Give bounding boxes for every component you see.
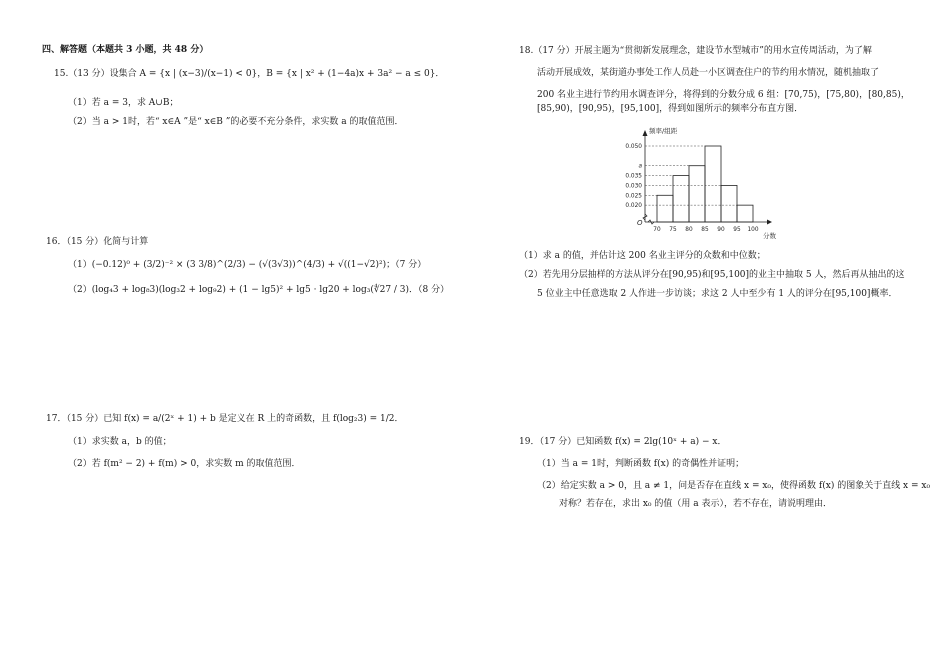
q18-line2: 活动开展成效，某街道办事处工作人员赴一小区调查住户的节约用水情况，随机抽取了 bbox=[537, 68, 880, 78]
q19-part1: （1）当 a = 1时，判断函数 f(x) 的奇偶性并证明； bbox=[537, 459, 745, 469]
histogram-bar bbox=[657, 195, 673, 222]
q17-part2: （2）若 f(m² − 2) + f(m) > 0，求实数 m 的取值范围． bbox=[68, 459, 301, 469]
x-axis-label: 分数 bbox=[763, 232, 776, 240]
histogram-bar bbox=[673, 176, 689, 222]
y-tick-label: a bbox=[638, 163, 642, 170]
x-tick-label: 100 bbox=[747, 227, 759, 233]
y-tick-label: 0.025 bbox=[625, 193, 642, 200]
q17-part1: （1）求实数 a，b 的值； bbox=[68, 437, 172, 447]
x-tick-label: 95 bbox=[733, 227, 741, 233]
histogram-bar bbox=[689, 166, 705, 222]
q16-part2: （2）(log₄3 + log₈3)(log₃2 + log₉2) + (1 − lg5)² + lg5 · lg20 + log₃(∜27 / 3)．（8 分） bbox=[68, 285, 450, 295]
q17-stem: 17．（15 分）已知 f(x) = a/(2ˣ + 1) + b 是定义在 R 上的奇函数，且 f(log₂3) = 1/2． bbox=[46, 414, 404, 424]
q18-line3: 200 名业主进行节约用水调查评分，将得到的分数分成 6 组：[70,75)，[75,80)，[80,85)， bbox=[537, 90, 910, 100]
q18-line1: 18.（17 分）开展主题为“贯彻新发展理念，建设节水型城市”的用水宣传周活动，为了解 bbox=[519, 46, 872, 56]
y-axis-arrow bbox=[643, 130, 648, 136]
y-tick-label: 0.035 bbox=[625, 173, 642, 180]
frequency-histogram bbox=[615, 124, 815, 244]
x-axis-arrow bbox=[767, 220, 772, 225]
x-tick-label: 80 bbox=[685, 227, 693, 233]
q15-part1: （1）若 a = 3，求 A∪B； bbox=[68, 98, 179, 108]
q18-line4: [85,90)，[90,95)，[95,100]，得到如图所示的频率分布直方图． bbox=[537, 104, 804, 114]
y-tick-label: 0.020 bbox=[625, 203, 642, 210]
histogram-bar bbox=[721, 185, 737, 222]
x-tick-label: 70 bbox=[653, 227, 661, 233]
origin-label: O bbox=[637, 219, 643, 227]
x-tick-label: 75 bbox=[669, 227, 677, 233]
q18-part2: （2）若先用分层抽样的方法从评分在[90,95)和[95,100]的业主中抽取 5 人，然后再从抽出的这 bbox=[519, 270, 905, 280]
q16-stem: 16．（15 分）化简与计算 bbox=[46, 237, 149, 247]
q19-part2b: 对称？若存在，求出 x₀ 的值（用 a 表示），若不存在，请说明理由． bbox=[559, 499, 832, 509]
q19-stem: 19．（17 分）已知函数 f(x) = 2lg(10ˣ + a) − x． bbox=[519, 437, 727, 447]
q18-part1: （1）求 a 的值，并估计这 200 名业主评分的众数和中位数； bbox=[519, 251, 766, 261]
q15-stem: 15.（13 分）设集合 A = {x | (x−3)/(x−1) < 0}，B = {x | x² + (1−4a)x + 3a² − a ≤ 0}． bbox=[54, 69, 445, 79]
q15-part2: （2）当 a > 1时，若“ x∈A ”是“ x∈B ”的必要不充分条件，求实数 a 的取值范围． bbox=[68, 117, 404, 127]
x-tick-label: 85 bbox=[701, 227, 709, 233]
section-title: 四、解答题（本题共 3 小题，共 48 分） bbox=[42, 45, 209, 55]
histogram-bar bbox=[705, 146, 721, 222]
q19-part2: （2）给定实数 a > 0，且 a ≠ 1，问是否存在直线 x = x₀，使得函数 f(x) 的图象关于直线 x = x₀ bbox=[537, 481, 931, 491]
y-tick-label: 0.030 bbox=[625, 183, 642, 190]
y-axis-label: 频率/组距 bbox=[649, 127, 678, 135]
y-tick-label: 0.050 bbox=[625, 144, 642, 150]
q16-part1: （1）(−0.12)⁰ + (3/2)⁻² × (3 3/8)^(2/3) − (√(3√3))^(4/3) + √((1−√2)²)；（7 分） bbox=[68, 260, 427, 270]
q18-part2b: 5 位业主中任意选取 2 人作进一步访谈；求这 2 人中至少有 1 人的评分在[95,100]概率． bbox=[537, 289, 898, 299]
x-tick-label: 90 bbox=[717, 227, 725, 233]
histogram-bar bbox=[737, 205, 753, 222]
